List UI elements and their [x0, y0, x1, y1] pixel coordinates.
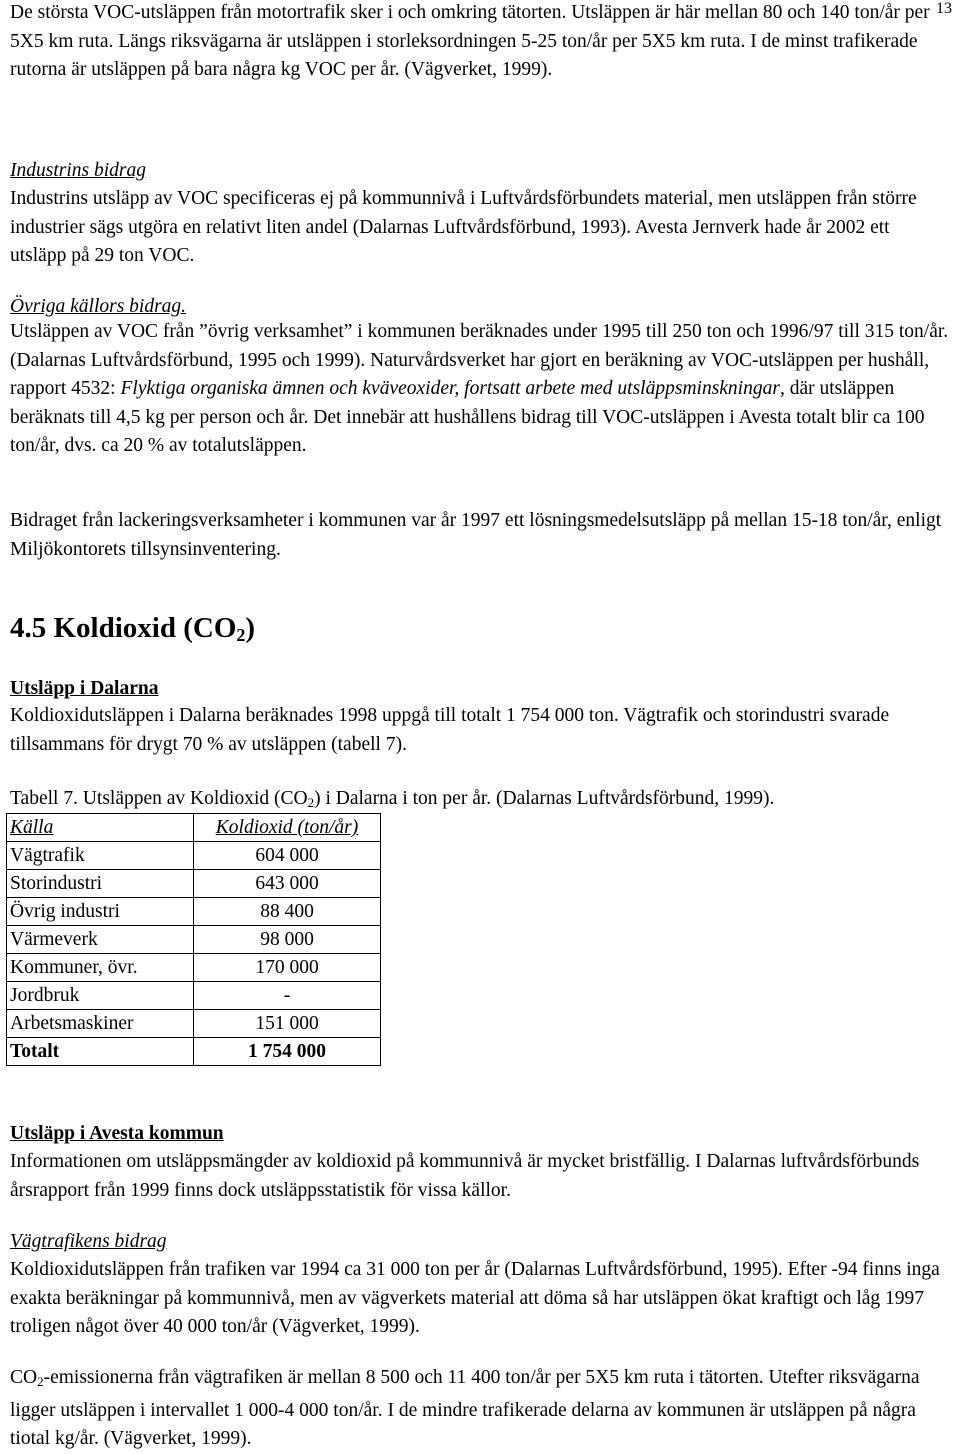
table-total-row [7, 1038, 381, 1066]
row-source: Arbetsmaskiner [7, 1010, 194, 1038]
table-caption-suffix: ) i Dalarna i ton per år. (Dalarnas Luftvårdsförbund, 1999). [314, 788, 775, 809]
table-row [7, 982, 381, 1010]
ovriga-text-b: , där utsläppen beräknats till 4,5 kg per person och år. Det innebär att hushållens bidrag till VOC-utsläppen i Avesta totalt blir ca 100 ton/år, dvs. ca 20 % av totalutsläppen. [10, 378, 925, 456]
ovriga-text-a: Utsläppen av VOC från ”övrig verksamhet” i kommunen beräknades under 1995 till 250 ton och 1996/97 till 315 ton/år. (Dalarnas Luftvårdsförbund, 1995 och 1999). Naturvårdsverket har gjort en beräkning av VOC-utsläppen per hushåll, rapport 4532: [10, 321, 949, 399]
total-label: Totalt [7, 1038, 194, 1066]
avesta-heading [10, 1120, 950, 1149]
dalarna-heading-text: Utsläpp i Dalarna [10, 678, 159, 699]
vagtrafik-paragraph: Koldioxidutsläppen från trafiken var 1994 ca 31 000 ton per år (Dalarnas Luftvårdsförbund, 1995). Efter -94 finns inga exakta beräkningar på kommunnivå, men av vägverkets material att döma så har utsläppen ökat kraftigt och låg 1997 troligen något över 40 000 ton/år (Vägverket, 1999). [10, 1259, 940, 1337]
row-source: Värmeverk [7, 926, 194, 954]
table-header-row [7, 814, 381, 842]
dalarna-paragraph: Koldioxidutsläppen i Dalarna beräknades 1998 uppgå till totalt 1 754 000 ton. Vägtrafik och storindustri svarade tillsammans för drygt 70 % av utsläppen (tabell 7). [10, 705, 890, 755]
row-source: Jordbruk [7, 982, 194, 1010]
dalarna-heading [10, 675, 950, 704]
page-number: 13 [936, 0, 952, 17]
lackering-paragraph: Bidraget från lackeringsverksamheter i kommunen var år 1997 ett lösningsmedelsutsläpp på mellan 15-18 ton/år, enligt Miljökontorets tillsynsinventering. [10, 510, 942, 560]
table-row [7, 1010, 381, 1038]
ovriga-paragraph [10, 318, 950, 461]
co2-table [6, 813, 381, 1066]
table-caption-prefix: Tabell 7. Utsläppen av Koldioxid (CO [10, 788, 308, 809]
total-value: 1 754 000 [194, 1038, 381, 1066]
row-value: 151 000 [194, 1010, 381, 1038]
co2-sub: 2 [37, 1374, 44, 1389]
row-value: 98 000 [194, 926, 381, 954]
intro-paragraph: De största VOC-utsläppen från motortrafik sker i och omkring tätorten. Utsläppen är här mellan 80 och 140 ton/år per 5X5 km ruta. Längs riksvägarna är utsläppen i storleksordningen 5-25 ton/år per 5X5 km ruta. I de minst trafikerade rutorna är utsläppen på bara några kg VOC per år. (Vägverket, 1999). [10, 2, 930, 80]
table-row [7, 842, 381, 870]
table-caption-sub: 2 [307, 795, 315, 810]
ovriga-report-title: Flyktiga organiska ämnen och kväveoxider, fortsatt arbete med utsläppsminskningar [120, 378, 780, 399]
section-title-suffix: ) [245, 612, 256, 644]
row-value: - [194, 982, 381, 1010]
co2-prefix: CO [10, 1367, 38, 1388]
industri-paragraph: Industrins utsläpp av VOC specificeras ej på kommunnivå i Luftvårdsförbundets material, men utsläppen från större industrier sägs utgöra en relativt liten andel (Dalarnas Luftvårdsförbund, 1993). Avesta Jernverk hade år 2002 ett utsläpp på 29 ton VOC. [10, 188, 917, 266]
vagtrafik-heading-text: Vägtrafikens bidrag [10, 1231, 167, 1252]
industri-heading [10, 157, 950, 186]
co2-final-paragraph [10, 1364, 950, 1454]
row-source: Övrig industri [7, 898, 194, 926]
industri-heading-text: Industrins bidrag [10, 160, 146, 181]
row-value: 604 000 [194, 842, 381, 870]
section-heading [10, 612, 255, 646]
co2-table-body [7, 814, 381, 1066]
co2-final-text: -emissionerna från vägtrafiken är mellan 8 500 och 11 400 ton/år per 5X5 km ruta i tätorten. Utefter riksvägarna ligger utsläppen i intervallet 1 000-4 000 ton/år. I de mindre trafikerade delarna av kommunen är utsläppen på några tiotal kg/år. (Vägverket, 1999). [10, 1367, 920, 1449]
header-value: Koldioxid (ton/år) [194, 814, 381, 842]
ovriga-heading-text: Övriga källors bidrag. [10, 296, 187, 317]
vagtrafik-heading [10, 1228, 950, 1257]
row-value: 643 000 [194, 870, 381, 898]
row-value: 88 400 [194, 898, 381, 926]
header-source: Källa [7, 814, 194, 842]
table-row [7, 926, 381, 954]
table-row [7, 898, 381, 926]
row-source: Storindustri [7, 870, 194, 898]
section-title-prefix: 4.5 Koldioxid (CO [10, 612, 237, 644]
row-source: Kommuner, övr. [7, 954, 194, 982]
table-row [7, 870, 381, 898]
avesta-heading-text: Utsläpp i Avesta kommun [10, 1123, 224, 1144]
row-source: Vägtrafik [7, 842, 194, 870]
section-title-sub: 2 [236, 625, 246, 645]
avesta-paragraph: Informationen om utsläppsmängder av koldioxid på kommunnivå är mycket bristfällig. I Dalarnas luftvårdsförbunds årsrapport från 1999 finns dock utsläppsstatistik för vissa källor. [10, 1151, 920, 1201]
row-value: 170 000 [194, 954, 381, 982]
table-row [7, 954, 381, 982]
